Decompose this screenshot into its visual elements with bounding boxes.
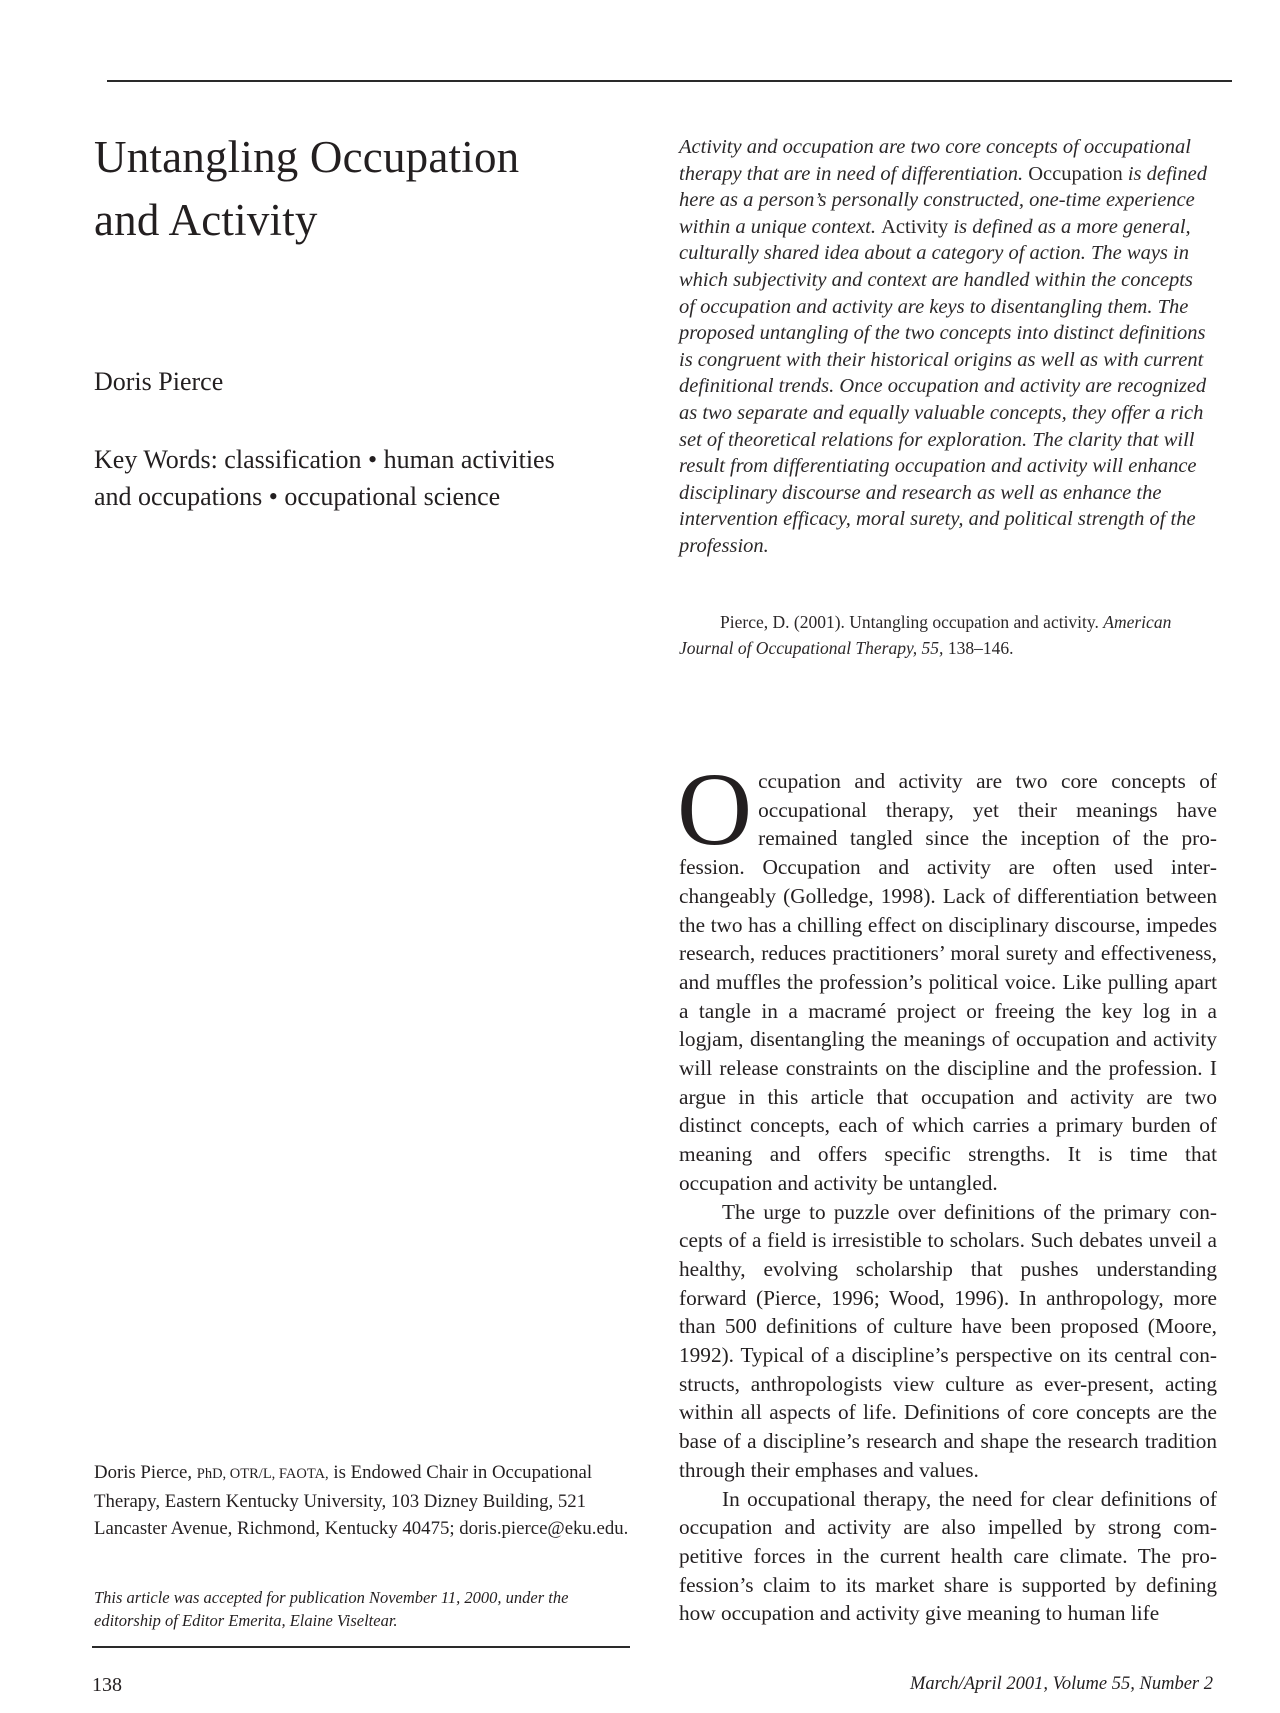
citation xyxy=(679,609,1219,661)
keywords-line-2: and occupations • occupational science xyxy=(94,482,501,511)
body-paragraph: In occupational therapy, the need for clear definitions of occupation and activity are also impelled by strong competitive forces in the current health care climate. The profession’s claim to its market share is supported by defining how occupation and activity give meaning to human life xyxy=(679,1486,1217,1626)
bio-name: Doris Pierce, xyxy=(94,1462,193,1483)
citation-text: Pierce, D. (2001). Untangling occupation and activity. xyxy=(720,612,1104,632)
article-body xyxy=(677,752,1217,1628)
abstract-term-occupation: Occupation xyxy=(1028,162,1123,185)
author-name: Doris Pierce xyxy=(94,367,224,396)
body-paragraph: The urge to puzzle over definitions of the primary concepts of a field is irresistible to scholars. Such debates unveil a healthy, evolving scholarship that pushes understanding forward (Pierce, 1996; Wood, 1996). In anthropology, more than 500 definitions of culture have been proposed (Moore, 1992). Typical of a discipline’s perspective on its central constructs, anthropologists view culture as ever-present, acting within all aspects of life. Definitions of core concepts are the base of a discipline’s research and shape the research tradition through their emphases and values. xyxy=(679,1199,1217,1482)
author-bio xyxy=(94,1459,639,1542)
keywords xyxy=(94,441,654,515)
acceptance-note: This article was accepted for publication November 11, 2000, under the editorship of Editor Emerita, Elaine Viseltear. xyxy=(94,1588,569,1630)
page-number: 138 xyxy=(92,1674,122,1696)
abstract-segment: Activity and occupation are two core concepts of occupational therapy that are in need of differentiation. xyxy=(679,136,1191,185)
body-paragraph xyxy=(677,752,1217,1198)
title-line-2: and Activity xyxy=(94,195,318,245)
abstract-segment: is defined as a more general, culturally shared idea about a category of action. The ways in which subjectivity and context are handled within the concepts of occupation and activity are keys to disentangling them. The proposed untangling of the two concepts into distinct definitions is congruent with their historical origins as well as with current definitional trends. Once occupation and activity are recognized as two separate and equally valuable concepts, they offer a rich set of theoretical relations for exploration. The clarity that will result from differentiating occupation and activity will enhance disciplinary discourse and research as well as enhance the intervention efficacy, moral surety, and political strength of the profession. xyxy=(679,215,1207,557)
article-title xyxy=(94,126,654,252)
keywords-line-1: Key Words: classification • human activities xyxy=(94,445,555,474)
abstract xyxy=(679,134,1213,560)
bio-details: is Endowed Chair in Occupational Therapy, Eastern Kentucky University, 103 Dizney Building, 521 Lancaster Avenue, Richmond, Kentucky 40475; doris.pierce@eku.edu. xyxy=(94,1462,629,1539)
bio-credentials: PhD, OTR/L, FAOTA, xyxy=(196,1466,329,1482)
body-paragraph-text: ccupation and activity are two core concepts of occupational therapy, yet their meanings have remained tangled since the inception of the profession. Occupation and activity are often used interchangeably (Golledge, 1998). Lack of differentiation between the two has a chilling effect on disciplinary discourse, impedes research, reduces practitioners’ moral surety and effectiveness, and muffles the profession’s political voice. Like pulling apart a tangle in a macramé project or freeing the key log in a logjam, disentangling the meanings of occupation and activity will release constraints on the discipline and the profession. I argue in this article that occupation and activity are two distinct concepts, each of which carries a primary burden of meaning and offers specific strengths. It is time that occupation and activity be untangled. xyxy=(679,769,1217,1195)
bottom-rule xyxy=(92,1646,630,1648)
abstract-segment: is defined here as a person’s personally constructed, one-time experience within a unique context. xyxy=(679,162,1207,238)
issue-info: March/April 2001, Volume 55, Number 2 xyxy=(909,1674,1213,1694)
citation-journal: American Journal of Occupational Therapy, 55, xyxy=(679,612,1172,658)
abstract-term-activity: Activity xyxy=(881,215,949,238)
citation-pages: 138–146. xyxy=(943,638,1014,658)
top-rule xyxy=(107,80,1232,82)
drop-cap: O xyxy=(677,752,753,867)
title-line-1: Untangling Occupation xyxy=(94,132,520,182)
